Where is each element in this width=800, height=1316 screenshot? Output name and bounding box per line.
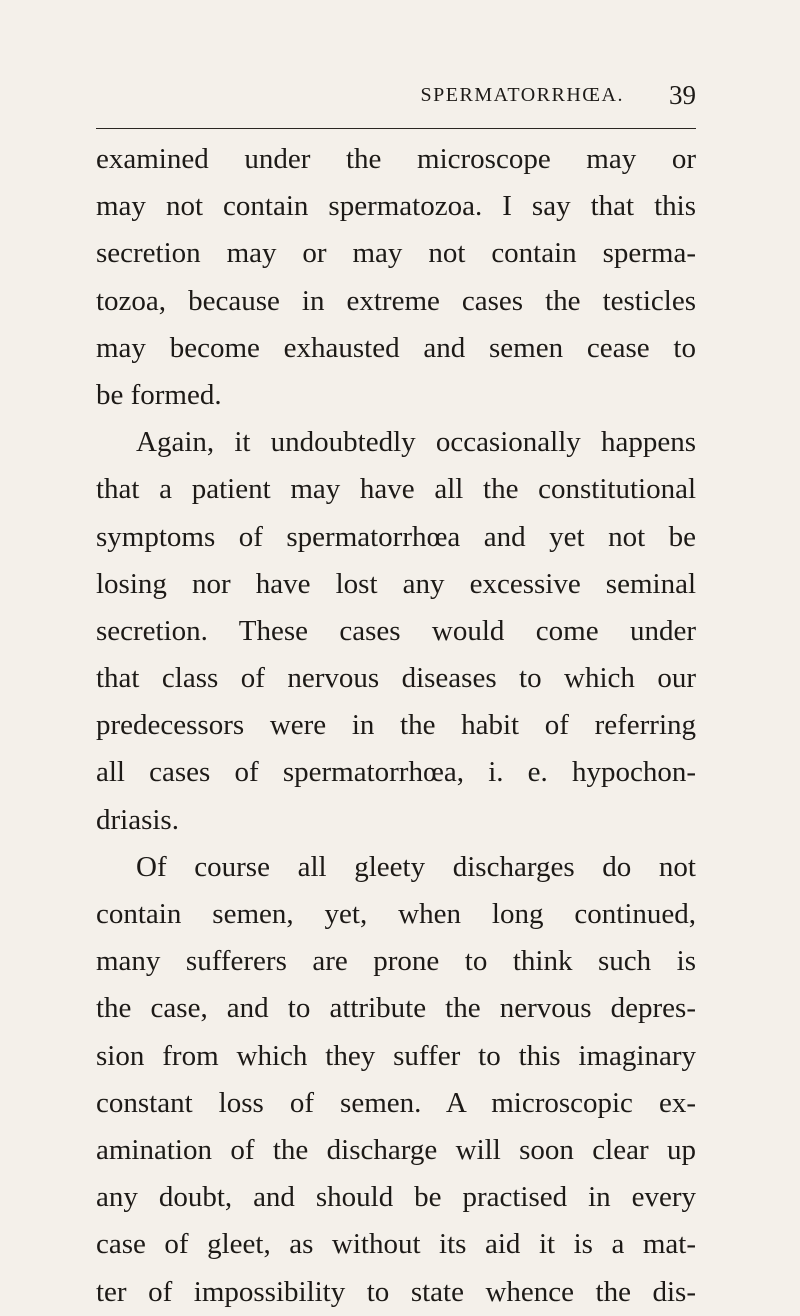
text-line: that a patient may have all the constitutional	[96, 473, 696, 506]
text-line: case of gleet, as without its aid it is a mat-	[96, 1228, 696, 1261]
header-rule	[96, 128, 696, 129]
text-line: examined under the microscope may or	[96, 143, 696, 175]
text-line: many sufferers are prone to think such is	[96, 945, 696, 978]
text-line: any doubt, and should be practised in every	[96, 1181, 696, 1214]
text-line: contain semen, yet, when long continued,	[96, 898, 696, 930]
text-line: ter of impossibility to state whence the dis-	[96, 1275, 696, 1308]
body-text	[96, 136, 696, 1316]
text-line: may not contain spermatozoa. I say that this	[96, 190, 696, 223]
text-line: constant loss of semen. A microscopic ex-	[96, 1086, 696, 1119]
text-line: secretion. These cases would come under	[96, 614, 696, 647]
text-line: secretion may or may not contain sperma-	[96, 237, 696, 270]
page-number: 39	[669, 80, 696, 110]
text-line: tozoa, because in extreme cases the testicles	[96, 284, 696, 317]
text-line: that class of nervous diseases to which our	[96, 662, 696, 695]
text-line: predecessors were in the habit of referring	[96, 709, 696, 742]
text-line: Again, it undoubtedly occasionally happens	[136, 426, 696, 459]
text-line: Of course all gleety discharges do not	[136, 850, 696, 883]
text-line: the case, and to attribute the nervous depres-	[96, 992, 696, 1025]
text-line: all cases of spermatorrhœa, i. e. hypochon-	[96, 756, 696, 789]
text-line: sion from which they suffer to this imaginary	[96, 1039, 696, 1072]
text-line: driasis.	[96, 803, 179, 836]
text-line: may become exhausted and semen cease to	[96, 331, 696, 364]
text-line: be formed.	[96, 378, 222, 411]
text-line: amination of the discharge will soon clear up	[96, 1133, 696, 1166]
text-line: losing nor have lost any excessive seminal	[96, 567, 696, 600]
running-head	[96, 80, 696, 124]
text-line: symptoms of spermatorrhœa and yet not be	[96, 520, 696, 553]
running-title: SPERMATORRHŒA.	[420, 84, 624, 106]
